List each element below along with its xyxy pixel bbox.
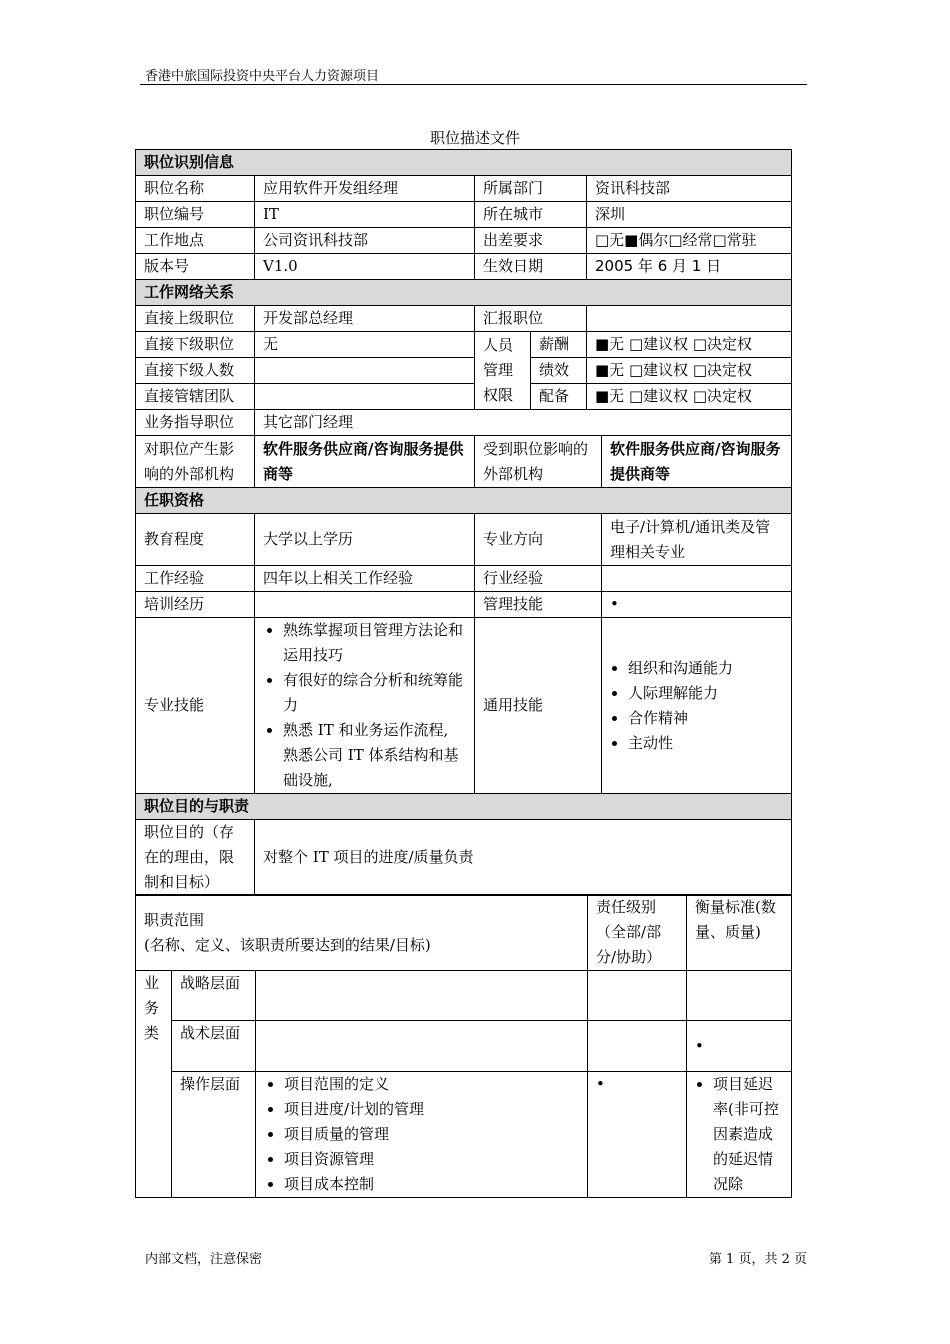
label-education: 教育程度 bbox=[136, 514, 255, 566]
value-purpose: 对整个 IT 项目的进度/质量负责 bbox=[255, 820, 792, 896]
authority-name-salary: 薪酬 bbox=[531, 332, 587, 358]
label-team: 直接管辖团队 bbox=[136, 384, 255, 410]
operation-item: • 项目范围的定义 bbox=[284, 1072, 579, 1097]
scope-sub-label: (名称、定义、该职责所要达到的结果/目标) bbox=[144, 935, 431, 954]
value-location: 公司资讯科技部 bbox=[255, 228, 475, 254]
section-network: 工作网络关系 bbox=[136, 280, 792, 306]
operation-item: • 项目质量的管理 bbox=[284, 1122, 579, 1147]
label-general-skill: 通用技能 bbox=[475, 618, 602, 794]
authority-name-performance: 绩效 bbox=[531, 358, 587, 384]
level-operation: • bbox=[588, 1072, 687, 1198]
value-position-name: 应用软件开发组经理 bbox=[255, 176, 475, 202]
pro-skill-item: • 熟练掌握项目管理方法论和运用技巧 bbox=[283, 618, 466, 668]
value-team bbox=[255, 384, 475, 410]
value-general-skill bbox=[602, 618, 792, 794]
value-travel: □无■偶尔□经常□常驻 bbox=[587, 228, 792, 254]
label-subordinate-count: 直接下级人数 bbox=[136, 358, 255, 384]
value-effective-date: 2005 年 6 月 1 日 bbox=[587, 254, 792, 280]
operation-item: • 项目资源管理 bbox=[284, 1147, 579, 1172]
value-superior: 开发部总经理 bbox=[255, 306, 475, 332]
pro-skill-item: • 熟悉 IT 和业务运作流程, 熟悉公司 IT 体系结构和基础设施, bbox=[283, 718, 466, 793]
operation-item: • 项目成本控制 bbox=[284, 1172, 579, 1197]
label-impacted-external: 受到职位影响的外部机构 bbox=[475, 436, 602, 488]
value-industry bbox=[602, 566, 792, 592]
label-effective-date: 生效日期 bbox=[475, 254, 587, 280]
job-description-table bbox=[135, 149, 792, 896]
label-superior: 直接上级职位 bbox=[136, 306, 255, 332]
level-tactic bbox=[588, 1021, 687, 1072]
label-version: 版本号 bbox=[136, 254, 255, 280]
scope-header bbox=[136, 895, 588, 971]
general-skill-item: • 主动性 bbox=[628, 731, 783, 756]
value-subordinate-count bbox=[255, 358, 475, 384]
label-report: 汇报职位 bbox=[475, 306, 587, 332]
responsibility-table bbox=[135, 894, 792, 1198]
authority-label-line: 人员 bbox=[483, 336, 514, 354]
label-impact-external: 对职位产生影响的外部机构 bbox=[136, 436, 255, 488]
label-city: 所在城市 bbox=[475, 202, 587, 228]
authority-label-line: 权限 bbox=[483, 386, 514, 404]
value-strategy bbox=[256, 971, 588, 1021]
label-purpose: 职位目的（存在的理由，限制和目标） bbox=[136, 820, 255, 896]
footer-page-number: 第 1 页，共 2 页 bbox=[708, 1252, 807, 1267]
section-qualification: 任职资格 bbox=[136, 488, 792, 514]
value-city: 深圳 bbox=[587, 202, 792, 228]
operation-measure-item: • 项目延迟率(非可控因素造成的延迟情况除 bbox=[713, 1072, 783, 1197]
label-training: 培训经历 bbox=[136, 592, 255, 618]
label-travel: 出差要求 bbox=[475, 228, 587, 254]
label-authority bbox=[475, 332, 531, 410]
value-impact-external: 软件服务供应商/咨询服务提供商等 bbox=[255, 436, 475, 488]
category-business: 业务类 bbox=[136, 971, 172, 1198]
value-impacted-external: 软件服务供应商/咨询服务提供商等 bbox=[602, 436, 792, 488]
general-skill-item: • 合作精神 bbox=[628, 706, 783, 731]
value-mgmt-skill: • bbox=[602, 592, 792, 618]
label-department: 所属部门 bbox=[475, 176, 587, 202]
label-experience: 工作经验 bbox=[136, 566, 255, 592]
value-major: 电子/计算机/通讯类及管理相关专业 bbox=[602, 514, 792, 566]
value-education: 大学以上学历 bbox=[255, 514, 475, 566]
measure-header: 衡量标准(数量、质量) bbox=[687, 895, 792, 971]
label-major: 专业方向 bbox=[475, 514, 602, 566]
label-mgmt-skill: 管理技能 bbox=[475, 592, 602, 618]
label-tactic: 战术层面 bbox=[172, 1021, 256, 1072]
value-department: 资讯科技部 bbox=[587, 176, 792, 202]
level-header: 责任级别（全部/部分/协助） bbox=[588, 895, 687, 971]
value-operation bbox=[256, 1072, 588, 1198]
label-strategy: 战略层面 bbox=[172, 971, 256, 1021]
label-pro-skill: 专业技能 bbox=[136, 618, 255, 794]
document-title: 职位描述文件 bbox=[429, 129, 520, 147]
value-position-code: IT bbox=[255, 202, 475, 228]
value-pro-skill bbox=[255, 618, 475, 794]
general-skill-item: • 人际理解能力 bbox=[628, 681, 783, 706]
value-version: V1.0 bbox=[255, 254, 475, 280]
authority-value-salary: ■无 □建议权 □决定权 bbox=[587, 332, 792, 358]
value-guidance: 其它部门经理 bbox=[255, 410, 792, 436]
general-skill-item: • 组织和沟通能力 bbox=[628, 656, 783, 681]
section-identification: 职位识别信息 bbox=[136, 150, 792, 176]
pro-skill-item: • 有很好的综合分析和统筹能力 bbox=[283, 668, 466, 718]
value-training bbox=[255, 592, 475, 618]
section-purpose: 职位目的与职责 bbox=[136, 794, 792, 820]
authority-name-staffing: 配备 bbox=[531, 384, 587, 410]
footer-confidential: 内部文档，注意保密 bbox=[145, 1252, 263, 1267]
authority-value-performance: ■无 □建议权 □决定权 bbox=[587, 358, 792, 384]
label-position-code: 职位编号 bbox=[136, 202, 255, 228]
label-location: 工作地点 bbox=[136, 228, 255, 254]
value-subordinate: 无 bbox=[255, 332, 475, 358]
header-rule bbox=[140, 84, 807, 85]
label-operation: 操作层面 bbox=[172, 1072, 256, 1198]
authority-value-staffing: ■无 □建议权 □决定权 bbox=[587, 384, 792, 410]
running-header: 香港中旅国际投资中央平台人力资源项目 bbox=[145, 69, 380, 84]
level-strategy bbox=[588, 971, 687, 1021]
value-experience: 四年以上相关工作经验 bbox=[255, 566, 475, 592]
measure-strategy bbox=[687, 971, 792, 1021]
value-report bbox=[587, 306, 792, 332]
scope-label: 职责范围 bbox=[144, 910, 205, 929]
label-guidance: 业务指导职位 bbox=[136, 410, 255, 436]
label-position-name: 职位名称 bbox=[136, 176, 255, 202]
measure-tactic: • bbox=[687, 1021, 792, 1072]
label-subordinate: 直接下级职位 bbox=[136, 332, 255, 358]
measure-operation bbox=[687, 1072, 792, 1198]
operation-item: • 项目进度/计划的管理 bbox=[284, 1097, 579, 1122]
value-tactic bbox=[256, 1021, 588, 1072]
label-industry: 行业经验 bbox=[475, 566, 602, 592]
authority-label-line: 管理 bbox=[483, 361, 514, 379]
